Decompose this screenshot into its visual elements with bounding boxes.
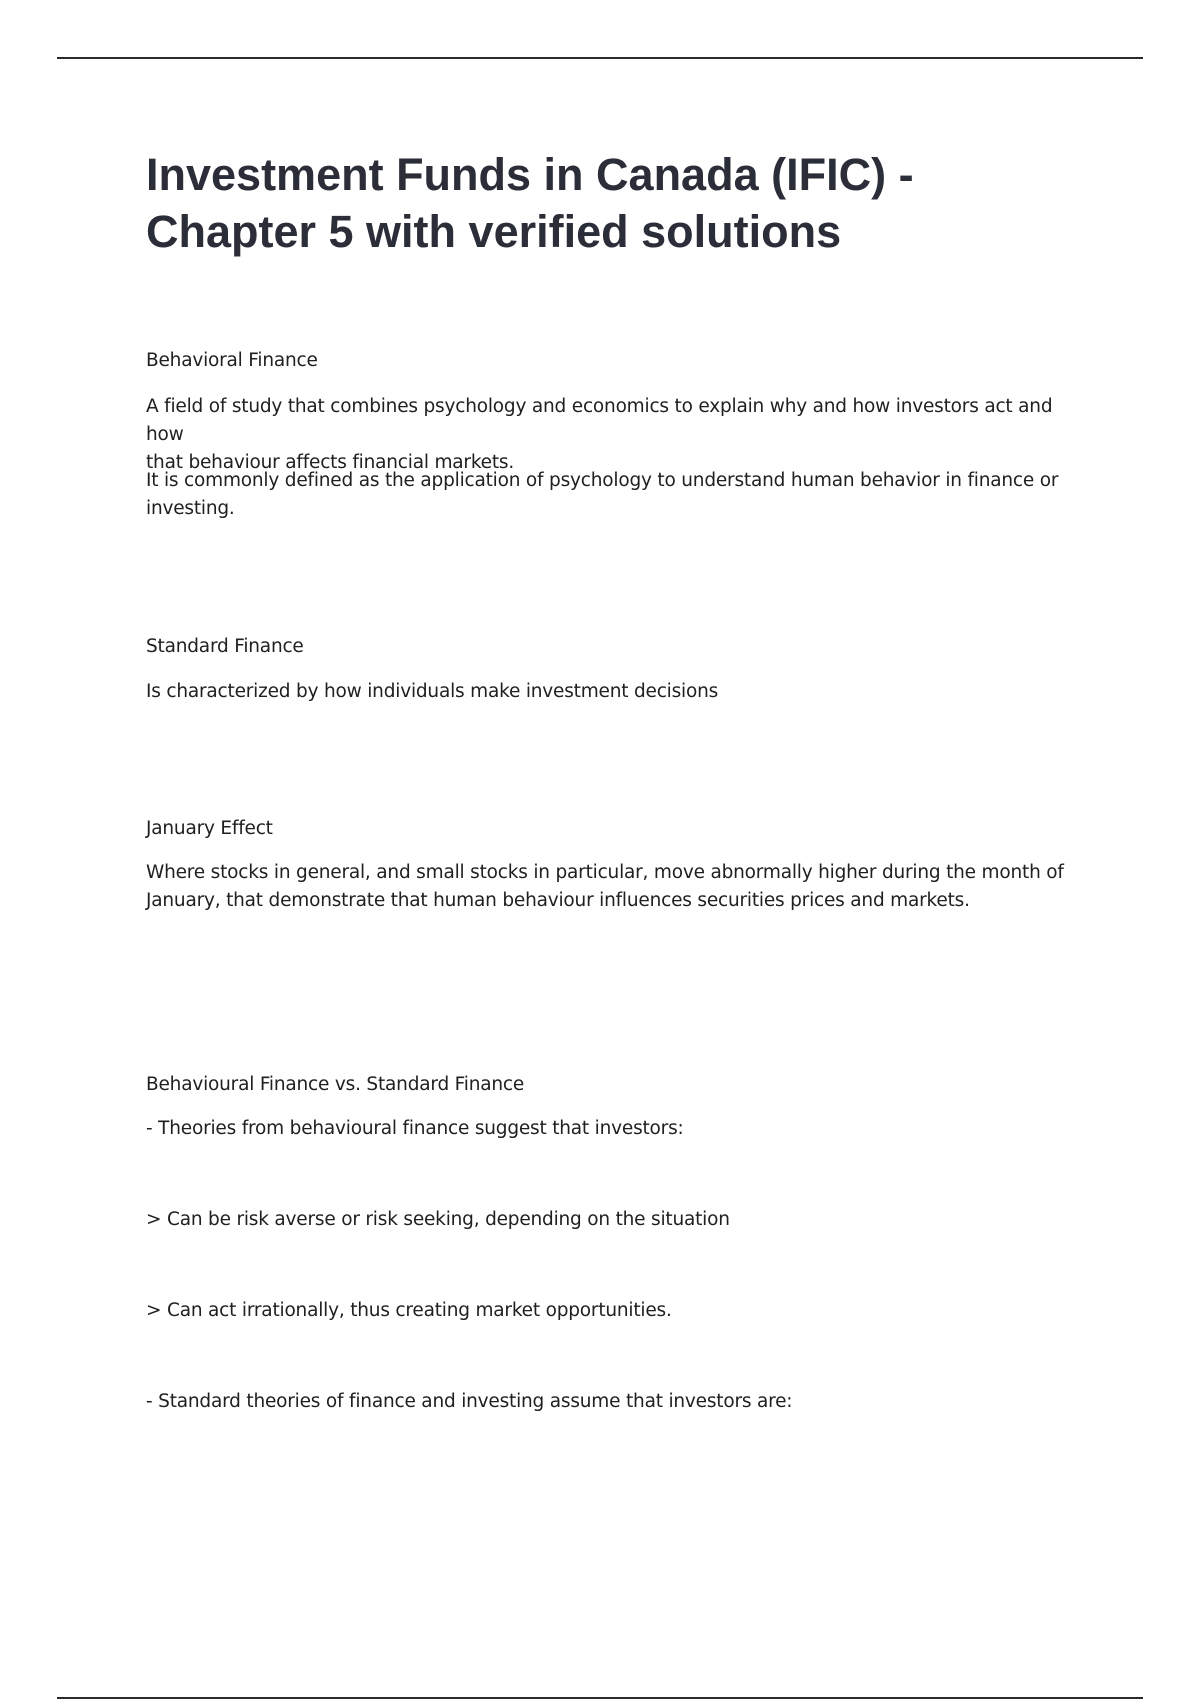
definition-line: - Standard theories of finance and investing assume that investors are:	[146, 1391, 793, 1412]
document-title	[146, 146, 1106, 260]
definition-paragraph	[146, 859, 1086, 915]
term-standard-finance: Standard Finance	[146, 636, 304, 657]
term-behavioural-vs-standard: Behavioural Finance vs. Standard Finance	[146, 1074, 525, 1095]
title-line: Investment Funds in Canada (IFIC) -	[146, 149, 914, 200]
definition-paragraph	[146, 1206, 1086, 1234]
top-rule	[57, 57, 1143, 59]
definition-line: - Theories from behavioural finance suggest that investors:	[146, 1118, 684, 1139]
definition-line: that behaviour affects financial markets.	[146, 452, 515, 473]
term-january-effect: January Effect	[146, 818, 273, 839]
definition-line: > Can act irrationally, thus creating market opportunities.	[146, 1300, 672, 1321]
definition-paragraph	[146, 1297, 1086, 1325]
title-line: Chapter 5 with verified solutions	[146, 206, 842, 257]
bottom-rule	[57, 1697, 1143, 1699]
definition-line: It is commonly defined as the application of psychology to understand human behavior in finance or	[146, 470, 1059, 491]
definition-paragraph	[146, 393, 1086, 477]
definition-paragraph	[146, 678, 1086, 706]
definition-paragraph	[146, 1115, 1086, 1143]
definition-paragraph	[146, 1388, 1086, 1416]
definition-line: A field of study that combines psychology and economics to explain why and how investors act and how	[146, 396, 1053, 445]
definition-line: January, that demonstrate that human behaviour influences securities prices and markets.	[146, 890, 970, 911]
definition-line: investing.	[146, 498, 235, 519]
definition-paragraph	[146, 467, 1086, 523]
definition-line: Where stocks in general, and small stocks in particular, move abnormally higher during the month of	[146, 862, 1064, 883]
definition-line: Is characterized by how individuals make investment decisions	[146, 681, 719, 702]
definition-line: > Can be risk averse or risk seeking, depending on the situation	[146, 1209, 730, 1230]
term-behavioral-finance: Behavioral Finance	[146, 350, 318, 371]
